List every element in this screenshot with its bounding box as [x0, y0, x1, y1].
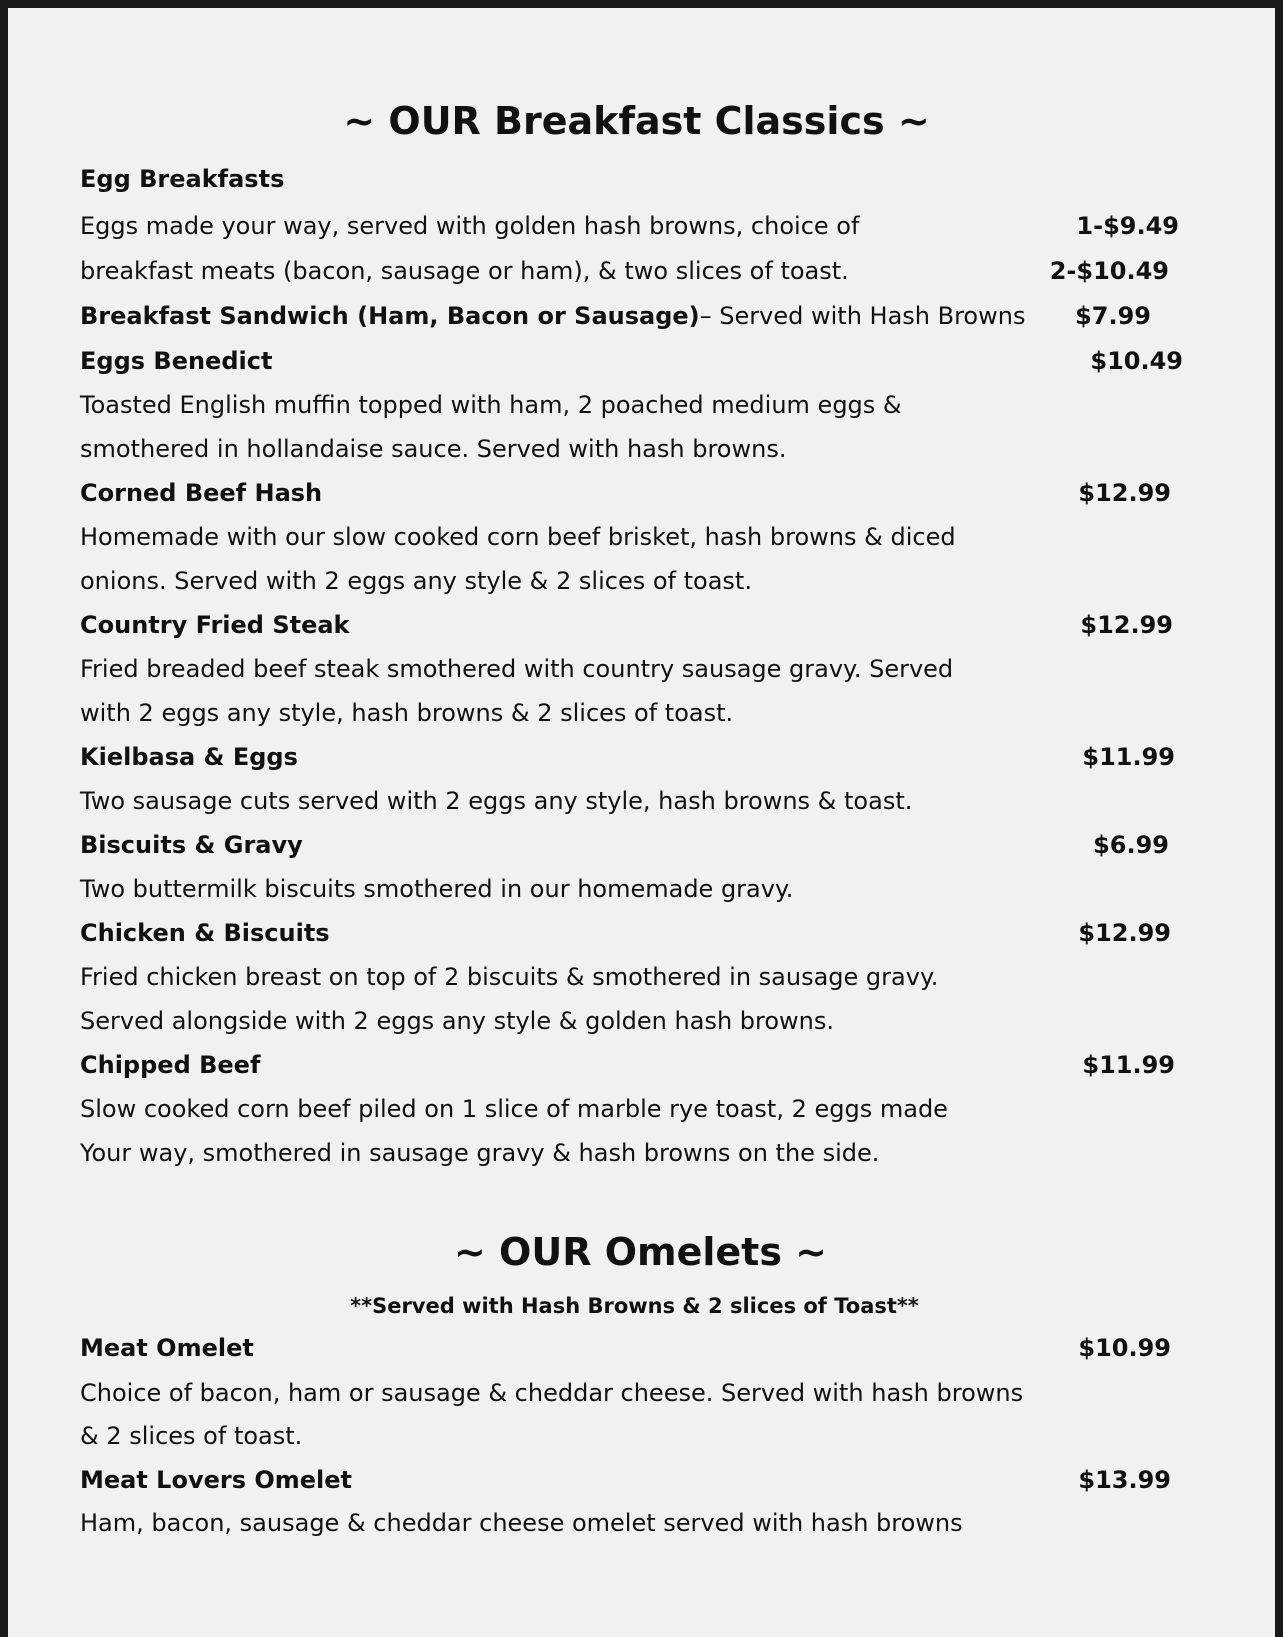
egg-breakfasts-price-two: 2-$10.49: [1049, 257, 1169, 285]
menu-item-name: Kielbasa & Eggs: [80, 743, 298, 771]
menu-item-name: Country Fried Steak: [80, 611, 350, 639]
menu-item-price: $10.99: [1078, 1334, 1171, 1362]
menu-page: [8, 8, 1275, 1637]
menu-item-description-line: Served alongside with 2 eggs any style & golden hash browns.: [80, 1007, 835, 1035]
breakfast-sandwich-line: [80, 301, 1025, 331]
menu-item-name: Corned Beef Hash: [80, 479, 323, 507]
omelets-subtitle: **Served with Hash Browns & 2 slices of Toast**: [350, 1294, 919, 1318]
menu-item-price: $11.99: [1082, 743, 1175, 771]
menu-item-description-line: Fried chicken breast on top of 2 biscuits & smothered in sausage gravy.: [80, 963, 939, 991]
omelets-title: ~ OUR Omelets ~: [453, 1230, 828, 1274]
menu-item-description-line: & 2 slices of toast.: [80, 1422, 303, 1450]
menu-item-price: $12.99: [1078, 479, 1171, 507]
menu-item-description-line: onions. Served with 2 eggs any style & 2 slices of toast.: [80, 567, 752, 595]
menu-item-description-line: smothered in hollandaise sauce. Served with hash browns.: [80, 435, 787, 463]
menu-item-description-line: Ham, bacon, sausage & cheddar cheese omelet served with hash browns: [80, 1509, 963, 1537]
menu-item-price: $12.99: [1078, 919, 1171, 947]
breakfast-sandwich-name: Breakfast Sandwich (Ham, Bacon or Sausage): [80, 302, 700, 330]
menu-item-price: $6.99: [1093, 831, 1169, 859]
menu-item-name: Chipped Beef: [80, 1051, 261, 1079]
menu-item-price: $13.99: [1078, 1466, 1171, 1494]
egg-breakfasts-heading: Egg Breakfasts: [80, 165, 285, 193]
menu-item-name: Meat Omelet: [80, 1334, 254, 1362]
menu-item-description-line: Your way, smothered in sausage gravy & hash browns on the side.: [80, 1139, 880, 1167]
menu-item-description-line: Two sausage cuts served with 2 eggs any style, hash browns & toast.: [80, 787, 913, 815]
menu-item-name: Eggs Benedict: [80, 347, 273, 375]
menu-item-description-line: Slow cooked corn beef piled on 1 slice of marble rye toast, 2 eggs made: [80, 1095, 948, 1123]
menu-item-price: $12.99: [1080, 611, 1173, 639]
menu-item-name: Biscuits & Gravy: [80, 831, 303, 859]
menu-item-description-line: Homemade with our slow cooked corn beef brisket, hash browns & diced: [80, 523, 956, 551]
menu-item-description-line: Two buttermilk biscuits smothered in our homemade gravy.: [80, 875, 794, 903]
egg-breakfasts-description-line: breakfast meats (bacon, sausage or ham), & two slices of toast.: [80, 257, 849, 285]
menu-item-price: $11.99: [1082, 1051, 1175, 1079]
breakfast-classics-title: ~ OUR Breakfast Classics ~: [343, 99, 930, 143]
breakfast-sandwich-suffix: – Served with Hash Browns: [699, 302, 1026, 330]
egg-breakfasts-description-line: Eggs made your way, served with golden hash browns, choice of: [80, 212, 860, 240]
menu-item-price: $10.49: [1090, 347, 1183, 375]
menu-item-description-line: Fried breaded beef steak smothered with country sausage gravy. Served: [80, 655, 954, 683]
menu-item-description-line: with 2 eggs any style, hash browns & 2 slices of toast.: [80, 699, 734, 727]
egg-breakfasts-price-one: 1-$9.49: [1076, 212, 1179, 240]
menu-item-description-line: Toasted English muffin topped with ham, 2 poached medium eggs &: [80, 391, 902, 419]
breakfast-sandwich-price: $7.99: [1075, 302, 1151, 330]
menu-item-description-line: Choice of bacon, ham or sausage & cheddar cheese. Served with hash browns: [80, 1379, 1024, 1407]
menu-item-name: Meat Lovers Omelet: [80, 1466, 353, 1494]
menu-item-name: Chicken & Biscuits: [80, 919, 330, 947]
